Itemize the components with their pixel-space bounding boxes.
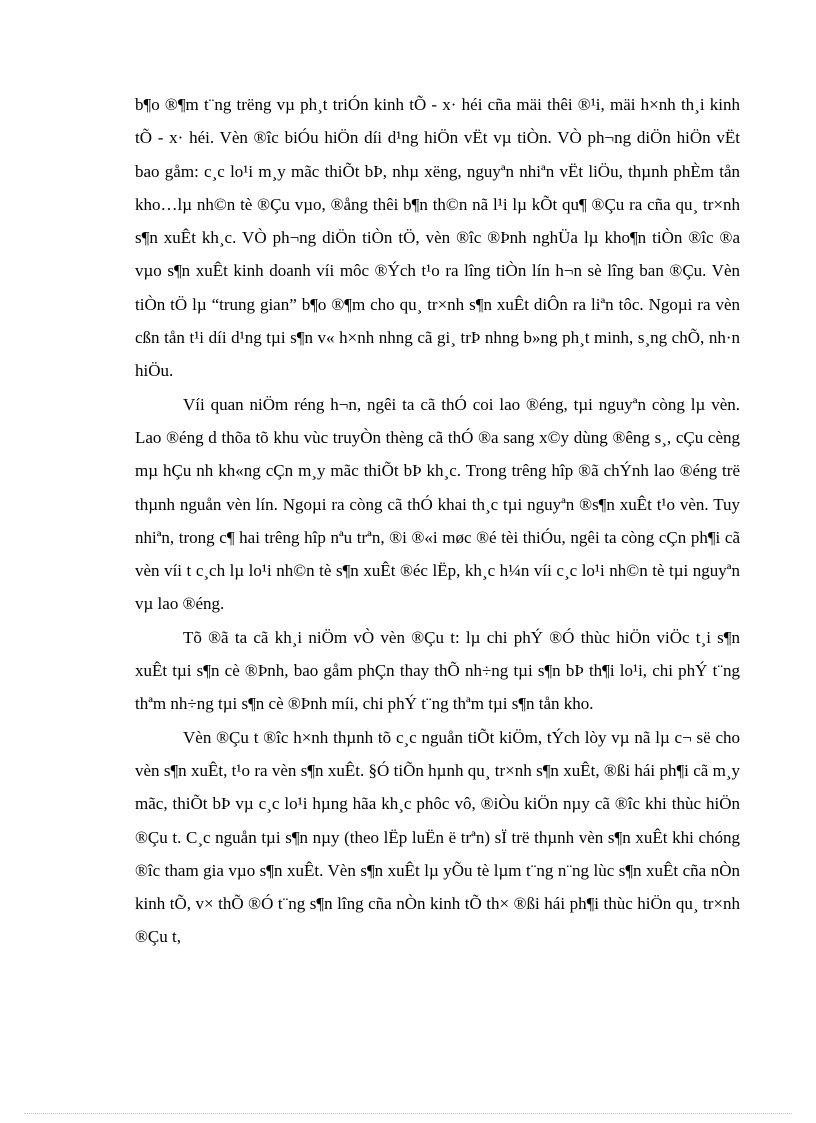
paragraph-labor-resources: Víi quan niÖm réng h¬n, ngêi ta cã thÓ coi lao ®éng, tµi nguyªn còng lµ vèn. Lao ®éng d thõa tõ khu vùc truyÒn thèng cã thÓ ®a sang x©y dùng ®êng s¸, cÇu cèng mµ hÇu nh kh«ng cÇn m¸y mãc thiÕt bÞ kh¸c. Trong trêng hîp ®ã chÝnh lao ®éng trë thµnh nguån vèn lín. Ngoµi ra còng cã thÓ khai th¸c tµi nguyªn ®s¶n xuÊt t¹o vèn. Tuy nhiªn, trong c¶ hai trêng hîp nªu trªn, ®i ®«i møc ®é tèi thiÓu, ngêi ta còng cÇn ph¶i cã vèn víi t c¸ch lµ lo¹i nh©n tè s¶n xuÊt ®éc lËp, kh¸c h¼n víi c¸c lo¹i nh©n tè tµi nguyªn vµ lao ®éng.	[135, 394, 740, 614]
paragraph-investment-definition: Tõ ®ã ta cã kh¸i niÖm vÒ vèn ®Çu t: lµ chi phÝ ®Ó thùc hiÖn viÖc t¸i s¶n xuÊt tµi s¶n cè ®Þnh, bao gåm phÇn thay thÕ nh÷ng tµi s¶n bÞ th¶i lo¹i, chi phÝ t¨ng thªm nh÷ng tµi s¶n cè ®Þnh míi, chi phÝ t¨ng thªm tµi s¶n tån kho.	[135, 627, 740, 714]
document-body	[135, 88, 740, 954]
page-bottom-divider	[24, 1113, 792, 1114]
paragraph-investment-formation: Vèn ®Çu t ®îc h×nh thµnh tõ c¸c nguån tiÕt kiÖm, tÝch lòy vµ nã lµ c¬ së cho vèn s¶n xuÊt, t¹o ra vèn s¶n xuÊt. §Ó tiÕn hµnh qu¸ tr×nh s¶n xuÊt, ®ßi hái ph¶i cã m¸y mãc, thiÕt bÞ vµ c¸c lo¹i hµng hãa kh¸c phôc vô, ®iÒu kiÖn nµy cã ®îc khi thùc hiÖn ®Çu t. C¸c nguån tµi s¶n nµy (theo lËp luËn ë trªn) sÏ trë thµnh vèn s¶n xuÊt khi chóng ®îc tham gia vµo s¶n xuÊt. Vèn s¶n xuÊt lµ yÕu tè lµm t¨ng n¨ng lùc s¶n xuÊt cña nÒn kinh tÕ, v× thÕ ®Ó t¨ng s¶n lîng cña nÒn kinh tÕ th× ®ßi hái ph¶i thùc hiÖn qu¸ tr×nh ®Çu t,	[135, 727, 740, 947]
paragraph-continuation: b¶o ®¶m t¨ng trëng vµ ph¸t triÓn kinh tÕ - x· héi cña mäi thêi ®¹i, mäi h×nh th¸i kinh tÕ - x· héi. Vèn ®îc biÓu hiÖn díi d¹ng hiÖn vËt vµ tiÒn. VÒ ph¬ng diÖn hiÖn vËt bao gåm: c¸c lo¹i m¸y mãc thiÕt bÞ, nhµ xëng, nguyªn nhiªn vËt liÖu, thµnh phÈm tån kho…lµ nh©n tè ®Çu vµo, ®ång thêi b¶n th©n nã l¹i lµ kÕt qu¶ ®Çu ra cña qu¸ tr×nh s¶n xuÊt kh¸c. VÒ ph¬ng diÖn tiÒn tÖ, vèn ®îc ®Þnh nghÜa lµ kho¶n tiÒn ®îc ®a vµo s¶n xuÊt kinh doanh víi môc ®Ých t¹o ra lîng tiÒn lín h¬n sè lîng ban ®Çu. Vèn tiÒn tÖ lµ “trung gian” b¶o ®¶m cho qu¸ tr×nh s¶n xuÊt diÔn ra liªn tôc. Ngoµi ra vèn cßn tån t¹i díi d¹ng tµi s¶n v« h×nh nhng cã gi¸ trÞ nhng b»ng ph¸t minh, s¸ng chÕ, nh·n hiÖu.	[135, 95, 740, 381]
